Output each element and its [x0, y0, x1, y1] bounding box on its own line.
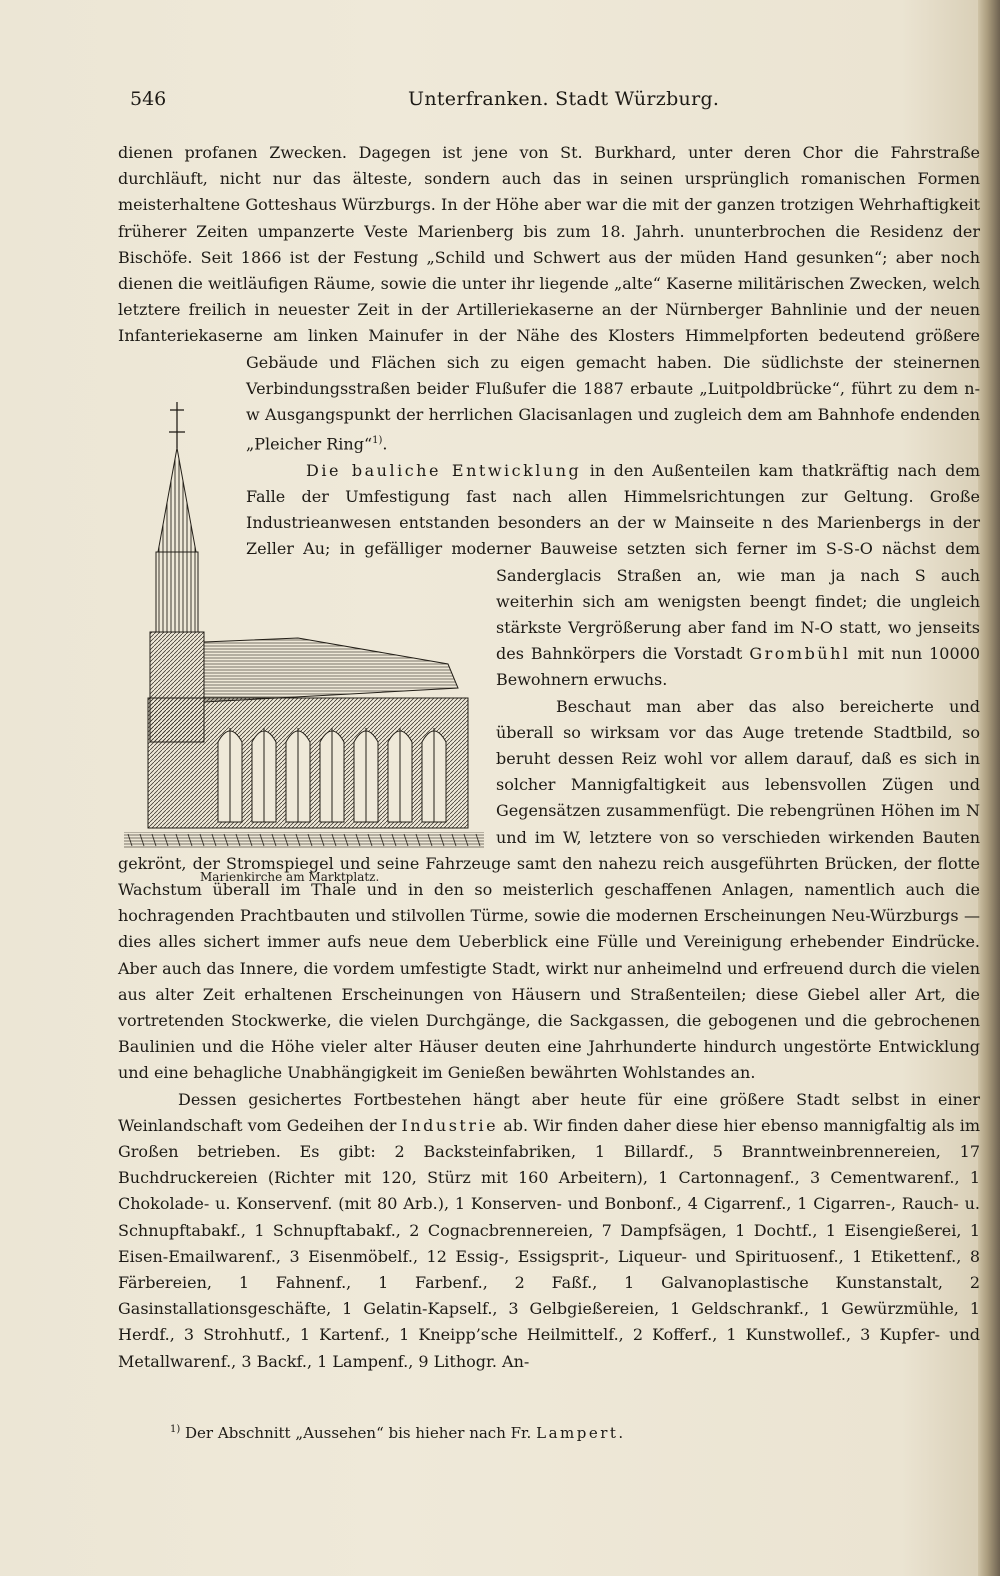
paragraph-2-end: mit nun 10000 Bewohnern erwuchs.	[496, 644, 980, 690]
paragraph-4	[118, 1087, 980, 1375]
footnote-reference: 1)	[372, 435, 383, 447]
footnote-text: Der Abschnitt „Aussehen“ bis hieher nach Fr.	[180, 1424, 537, 1442]
church-engraving-illustration	[118, 402, 486, 898]
paragraph-3-text: Beschaut man aber das also bereicherte und überall so wirksam vor das Auge tretende Stadtbild, so beruht dessen Reiz wohl vor allem darauf, daß es sich in solcher Mannigfaltigkeit aus lebensvollen Zügen und Gegensätzen zusammenfügt. Die rebengrünen Höhen im N und im W, letztere von so verschieden wirkenden Bauten gekrönt, der Stromspiegel und seine Fahrzeuge samt den nahezu reich ausgeführten Brücken, der flotte Wachstum überall im Thale und in den so meisterlich geschaffenen Anlagen, namentlich auch die hochragenden Prachtbauten und stilvollen Türme, sowie die modernen Erscheinungen Neu-Würzburgs — dies alles sichert immer aufs neue dem Ueberblick eine Fülle und Vereinigung erhebender Eindrücke. Aber auch das Innere, die vordem umfestigte Stadt, wirkt nur anheimelnd und erfreuend durch die vielen aus alter Zeit erhaltenen Erscheinungen von Häusern und Straßenteilen; diese Giebel aller Art, die vortretenden Stockwerke, die vielen Durchgänge, die Sackgassen, die gebogenen und die gebrochenen Baulinien und die Höhe vieler alter Häuser deuten eine Jahrhunderte hindurch ungestörte Entwicklung und eine behagliche Unabhängigkeit im Genießen bewährten Wohlstandes an.	[118, 696, 980, 1083]
figure-marienkirche	[118, 402, 486, 898]
paragraph-4-start: Dessen gesichertes Fortbestehen hängt aber heute für eine größere Stadt selbst in einer Weinlandschaft vom Gedeihen der	[118, 1089, 980, 1135]
page-number: 546	[130, 88, 167, 110]
page-body	[118, 140, 980, 1375]
running-head	[130, 88, 970, 118]
industrie-spaced: Industrie	[401, 1115, 499, 1135]
paragraph-1-end: .	[382, 434, 388, 454]
footnote-author: Lampert	[536, 1424, 619, 1442]
footnote-end: .	[618, 1424, 624, 1442]
paragraph-1-text-cont: sich zu eigen gemacht haben. Die südlichste der steinernen Verbindungsstraßen beider Flußufer die 1887 erbaute „Luitpoldbrücke“, führt zu dem n-w Ausgangspunkt der herrlichen Glacisanlagen und zugleich dem am Bahnhofe endenden „Pleicher Ring“	[246, 352, 981, 454]
footnote-marker: 1)	[170, 1424, 181, 1435]
footnote	[170, 1424, 623, 1442]
paragraph-2-text: in den Außenteilen kam thatkräftig nach dem Falle der Umfestigung fast nach allen Himmelsrichtungen zur Geltung. Große Industrieanwesen entstanden besonders an der w Mainseite n des Marienbergs in der Zeller Au; in gefälliger moderner Bauweise setzten sich ferner im S-S-O nächst dem Sanderglacis Straßen an, wie man ja nach S auch weiterhin sich am wenigsten beengt findet; die ungleich stärkste Vergrößerung aber fand im N-O statt, wo jenseits des Bahnkörpers die Vorstadt	[246, 460, 980, 664]
place-name-spaced: Grombühl	[749, 644, 851, 664]
section-lead-spaced: Die bauliche Entwicklung	[306, 460, 582, 480]
paragraph-1-text: dienen profanen Zwecken. Dagegen ist jene von St. Burkhard, unter deren Chor die Fahrstraße durchläuft, nicht nur das älteste, sondern auch das in seinen ursprünglich romanischen Formen meisterhaltene Gotteshaus Würzburgs. In der Höhe aber war die mit der ganzen trotzigen Wehrhaftigkeit früherer Zeiten umpanzerte Veste Marienberg bis zum 18. Jahrh. ununterbrochen die Residenz der Bischöfe. Seit 1866 ist der Festung „Schild und Schwert aus der müden Hand gesunken“; aber noch dienen die weitläufigen Räume, sowie die unter ihr liegende „alte“ Kaserne militärischen Zwecken, welch letztere freilich in neuester Zeit in der Artilleriekaserne an der Nürnberger Bahnlinie und der neuen Infanteriekaserne am linken Mainufer in der Nähe des Klosters Himmelpforten bedeutend größere Gebäude und Flächen	[118, 143, 980, 372]
figure-caption: Marienkirche am Marktplatz.	[200, 870, 380, 884]
page-header-title: Unterfranken. Stadt Würzburg.	[408, 88, 720, 110]
paragraph-4-text: ab. Wir finden daher diese hier ebenso mannigfaltig als im Großen betrieben. Es gibt: 2 Backsteinfabriken, 1 Billardf., 5 Branntweinbrennereien, 17 Buchdruckereien (Richter mit 120, Stürz mit 160 Arbeitern), 1 Cartonnagenf., 3 Cementwarenf., 1 Chokolade- u. Konservenf. (mit 80 Arb.), 1 Konserven- und Bonbonf., 4 Cigarrenf., 1 Cigarren-, Rauch- u. Schnupftabakf., 1 Schnupftabakf., 2 Cognacbrennereien, 7 Dampfsägen, 1 Dochtf., 1 Eisengießerei, 1 Eisen-Emailwarenf., 3 Eisenmöbelf., 12 Essig-, Essigsprit-, Liqueur- und Spirituosenf., 1 Etikettenf., 8 Färbereien, 1 Fahnenf., 1 Farbenf., 2 Faßf., 1 Galvanoplastische Kunstanstalt, 2 Gasinstallationsgeschäfte, 1 Gelatin-Kapself., 3 Gelbgießereien, 1 Geldschrankf., 1 Gewürzmühle, 1 Herdf., 3 Strohhutf., 1 Kartenf., 1 Kneipp’sche Heilmittelf., 2 Kofferf., 1 Kunstwollef., 3 Kupfer- und Metallwarenf., 3 Backf., 1 Lampenf., 9 Lithogr. An-	[118, 1115, 980, 1371]
page-edge-shadow	[978, 0, 1000, 1576]
